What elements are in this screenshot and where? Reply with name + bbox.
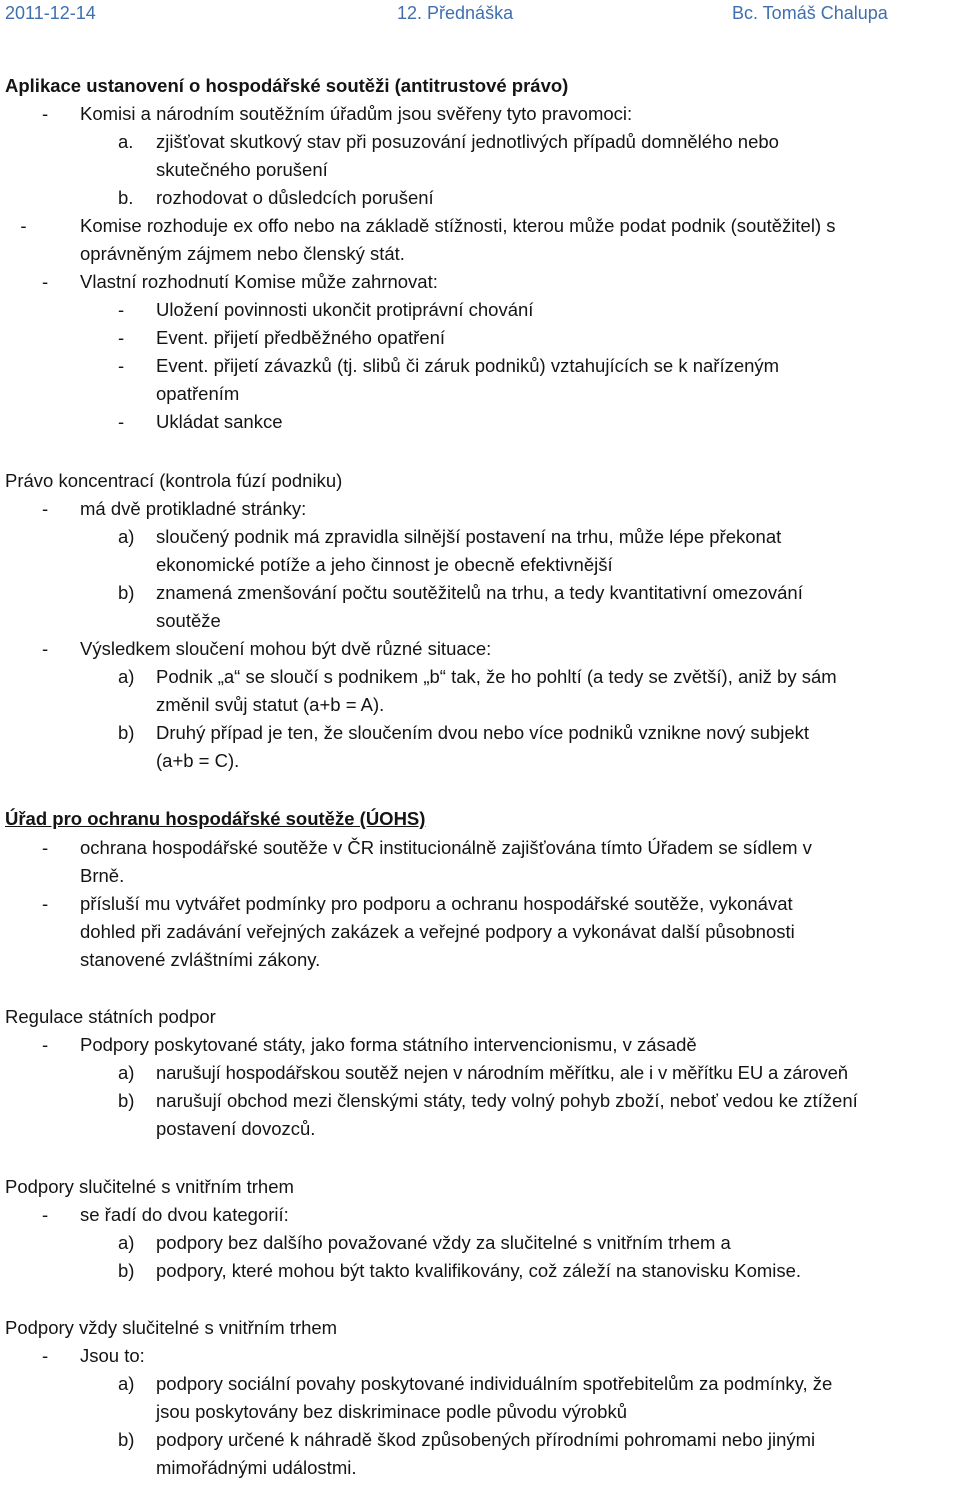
text-line: má dvě protikladné stránky: bbox=[80, 498, 307, 519]
list-marker: b) bbox=[118, 1090, 135, 1111]
header-author: Bc. Tomáš Chalupa bbox=[732, 3, 888, 23]
section-title-concentrations: Právo koncentrací (kontrola fúzí podniku) bbox=[5, 470, 343, 491]
dash-marker: - bbox=[42, 837, 49, 858]
text-line: Uložení povinnosti ukončit protiprávní chování bbox=[156, 299, 534, 320]
dash-marker: - bbox=[118, 411, 125, 432]
header-date: 2011-12-14 bbox=[5, 3, 96, 23]
section-title-compatible-aid: Podpory slučitelné s vnitřním trhem bbox=[5, 1176, 294, 1197]
text-line: Podnik „a“ se sloučí s podnikem „b“ tak, že ho pohltí (a tedy se zvětší), aniž by sám bbox=[156, 666, 837, 687]
dash-marker: - bbox=[42, 103, 49, 124]
text-line: Výsledkem sloučení mohou být dvě různé situace: bbox=[80, 638, 492, 659]
dash-marker: - bbox=[118, 299, 125, 320]
text-line: postavení dovozců. bbox=[156, 1118, 316, 1139]
text-line: ochrana hospodářské soutěže v ČR institucionálně zajišťována tímto Úřadem se sídlem v bbox=[80, 837, 812, 858]
text-line: stanovené zvláštními zákony. bbox=[80, 949, 321, 970]
list-marker: a) bbox=[118, 526, 135, 547]
list-marker: a. bbox=[118, 131, 134, 152]
list-marker: a) bbox=[118, 1232, 135, 1253]
text-line: jsou poskytovány bez diskriminace podle původu výrobků bbox=[156, 1401, 627, 1422]
text-line: znamená zmenšování počtu soutěžitelů na trhu, a tedy kvantitativní omezování bbox=[156, 582, 803, 603]
list-marker: b. bbox=[118, 187, 134, 208]
text-line: Jsou to: bbox=[80, 1345, 145, 1366]
text-line: přísluší mu vytvářet podmínky pro podporu a ochranu hospodářské soutěže, vykonávat bbox=[80, 893, 793, 914]
text-line: Brně. bbox=[80, 865, 125, 886]
dash-marker: - bbox=[42, 271, 49, 292]
text-line: Event. přijetí závazků (tj. slibů či záruk podniků) vztahujících se k nařízeným bbox=[156, 355, 780, 376]
section-title-always-compatible-aid: Podpory vždy slučitelné s vnitřním trhem bbox=[5, 1317, 338, 1338]
dash-marker: - bbox=[118, 327, 125, 348]
text-line: skutečného porušení bbox=[156, 159, 328, 180]
text-line: zjišťovat skutkový stav při posuzování jednotlivých případů domnělého nebo bbox=[156, 131, 779, 152]
text-line: podpory určené k náhradě škod způsobených přírodními pohromami nebo jinými bbox=[156, 1429, 816, 1450]
dash-marker: - bbox=[20, 215, 27, 236]
list-marker: b) bbox=[118, 1429, 135, 1450]
header-lecture: 12. Přednáška bbox=[397, 3, 514, 23]
dash-marker: - bbox=[42, 498, 49, 519]
dash-marker: - bbox=[118, 355, 125, 376]
text-line: narušují hospodářskou soutěž nejen v národním měřítku, ale i v měřítku EU a zároveň bbox=[156, 1062, 848, 1083]
dash-marker: - bbox=[42, 1345, 49, 1366]
text-line: Druhý případ je ten, že sloučením dvou nebo více podniků vznikne nový subjekt bbox=[156, 722, 810, 743]
text-line: ekonomické potíže a jeho činnost je obecně efektivnější bbox=[156, 554, 613, 575]
section-title-uohs: Úřad pro ochranu hospodářské soutěže (ÚOHS) bbox=[5, 808, 426, 829]
dash-marker: - bbox=[42, 1034, 49, 1055]
text-line: Ukládat sankce bbox=[156, 411, 283, 432]
text-line: Komise rozhoduje ex offo nebo na základě stížnosti, kterou může podat podnik (soutěžitel) s bbox=[80, 215, 836, 236]
text-line: Komisi a národním soutěžním úřadům jsou svěřeny tyto pravomoci: bbox=[80, 103, 633, 124]
text-line: Event. přijetí předběžného opatření bbox=[156, 327, 445, 348]
dash-marker: - bbox=[42, 638, 49, 659]
list-marker: b) bbox=[118, 1260, 135, 1281]
text-line: Vlastní rozhodnutí Komise může zahrnovat: bbox=[80, 271, 438, 292]
text-line: narušují obchod mezi členskými státy, tedy volný pohyb zboží, neboť vedou ke ztížení bbox=[156, 1090, 858, 1111]
list-marker: a) bbox=[118, 1373, 135, 1394]
list-marker: b) bbox=[118, 722, 135, 743]
text-line: mimořádnými událostmi. bbox=[156, 1457, 357, 1478]
text-line: opatřením bbox=[156, 383, 240, 404]
section-title-state-aid: Regulace státních podpor bbox=[5, 1006, 216, 1027]
dash-marker: - bbox=[42, 1204, 49, 1225]
text-line: oprávněným zájmem nebo členský stát. bbox=[80, 243, 405, 264]
list-marker: b) bbox=[118, 582, 135, 603]
list-marker: a) bbox=[118, 1062, 135, 1083]
text-line: Podpory poskytované státy, jako forma státního intervencionismu, v zásadě bbox=[80, 1034, 697, 1055]
section-title-antitrust: Aplikace ustanovení o hospodářské soutěži (antitrustové právo) bbox=[5, 75, 569, 96]
text-line: (a+b = C). bbox=[156, 750, 240, 771]
list-marker: a) bbox=[118, 666, 135, 687]
text-line: podpory, které mohou být takto kvalifikovány, což záleží na stanovisku Komise. bbox=[156, 1260, 802, 1281]
text-line: rozhodovat o důsledcích porušení bbox=[156, 187, 434, 208]
text-line: změnil svůj statut (a+b = A). bbox=[156, 694, 385, 715]
text-line: soutěže bbox=[156, 610, 221, 631]
text-line: se řadí do dvou kategorií: bbox=[80, 1204, 289, 1225]
dash-marker: - bbox=[42, 893, 49, 914]
text-line: podpory bez dalšího považované vždy za slučitelné s vnitřním trhem a bbox=[156, 1232, 731, 1253]
text-line: dohled při zadávání veřejných zakázek a veřejné podpory a vykonávat další působnosti bbox=[80, 921, 795, 942]
text-line: sloučený podnik má zpravidla silnější postavení na trhu, může lépe překonat bbox=[156, 526, 782, 547]
text-line: podpory sociální povahy poskytované individuálním spotřebitelům za podmínky, že bbox=[156, 1373, 833, 1394]
